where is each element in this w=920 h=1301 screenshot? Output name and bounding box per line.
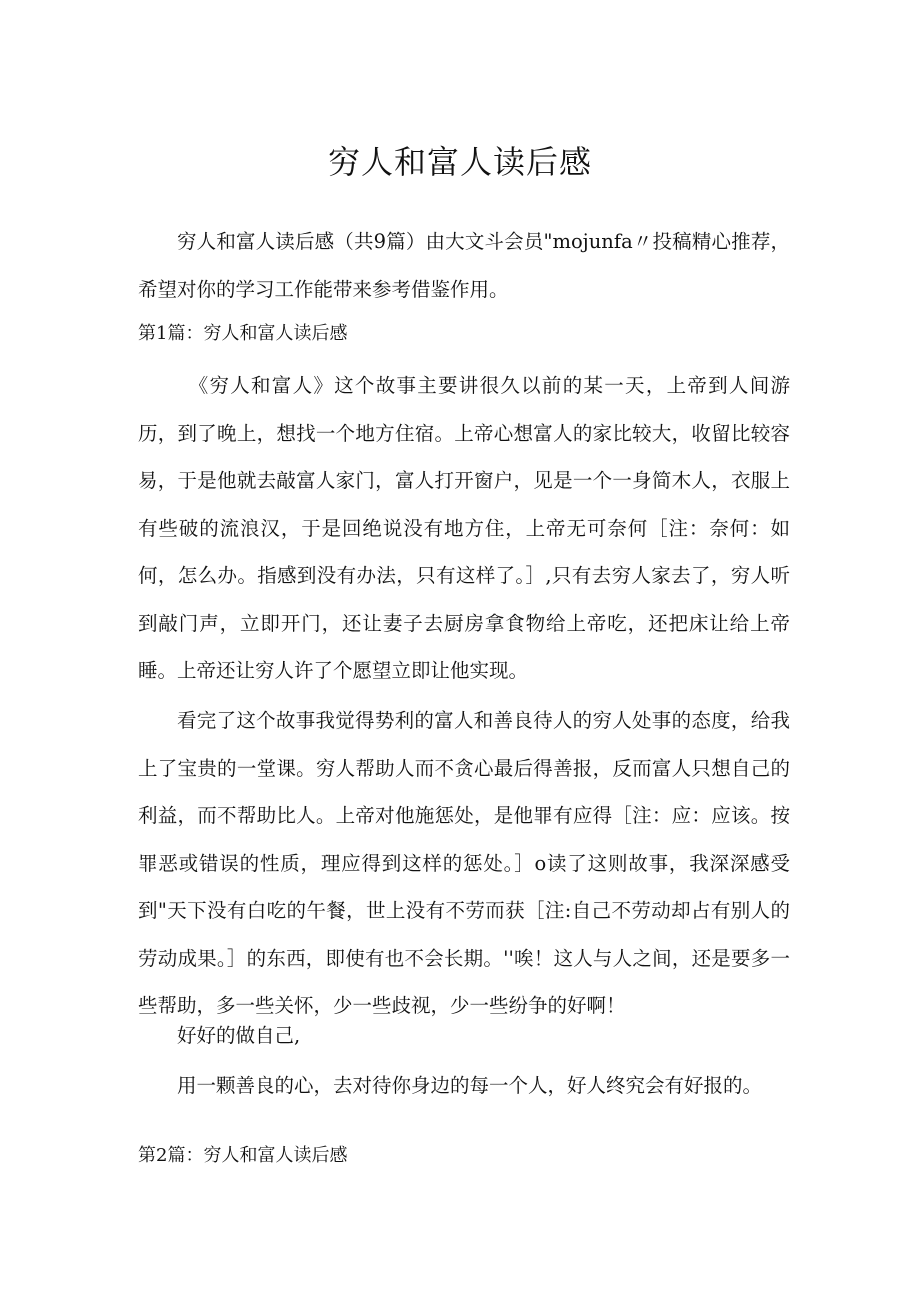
intro-paragraph: 穷人和富人读后感（共9篇）由大文斗会员"mojunfa〃投稿精心推荐，希望对你的学习工作能带来参考借鉴作用。 — [138, 230, 790, 301]
section-heading-1: 第1篇：穷人和富人读后感 — [138, 323, 348, 344]
document-title: 穷人和富人读后感 — [327, 143, 592, 181]
section-1-paragraph-4: 用一颗善良的心，去对待你身边的每一个人，好人终究会有好报的。 — [177, 1074, 763, 1097]
section-1-paragraph-1: 《穷人和富人》这个故事主要讲很久以前的某一天，上帝到人间游历，到了晚上，想找一个地方住宿。上帝心想富人的家比较大，收留比较容易，于是他就去敲富人家门，富人打开窗户，见是一个一身简木人，衣服上有些破的流浪汉，于是回绝说没有地方住，上帝无可奈何［注：奈何：如何，怎么办。指感到没有办法，只有这样了。］,只有去穷人家去了，穷人听到敲门声，立即开门，还让妻子去厨房拿食物给上帝吃，还把床让给上帝睡。上帝还让穷人许了个愿望立即让他实现。 — [138, 374, 790, 682]
section-1-paragraph-3: 好好的做自己, — [177, 1024, 301, 1047]
section-1-paragraph-2: 看完了这个故事我觉得势利的富人和善良待人的穷人处事的态度，给我上了宝贵的一堂课。穷人帮助人而不贪心最后得善报，反而富人只想自己的利益，而不帮助比人。上帝对他施惩处，是他罪有应得［注：应：应该。按罪恶或错误的性质，理应得到这样的惩处。］o读了这则故事，我深深感受到"天下没有白吃的午餐，世上没有不劳而获［注:自己不劳动却占有别人的劳动成果。］的东西，即使有也不会长期。''唉！这人与人之间，还是要多一些帮助，多一些关怀，少一些歧视，少一些纷争的好啊！ — [138, 709, 790, 1017]
section-heading-2: 第2篇：穷人和富人读后感 — [138, 1145, 348, 1166]
